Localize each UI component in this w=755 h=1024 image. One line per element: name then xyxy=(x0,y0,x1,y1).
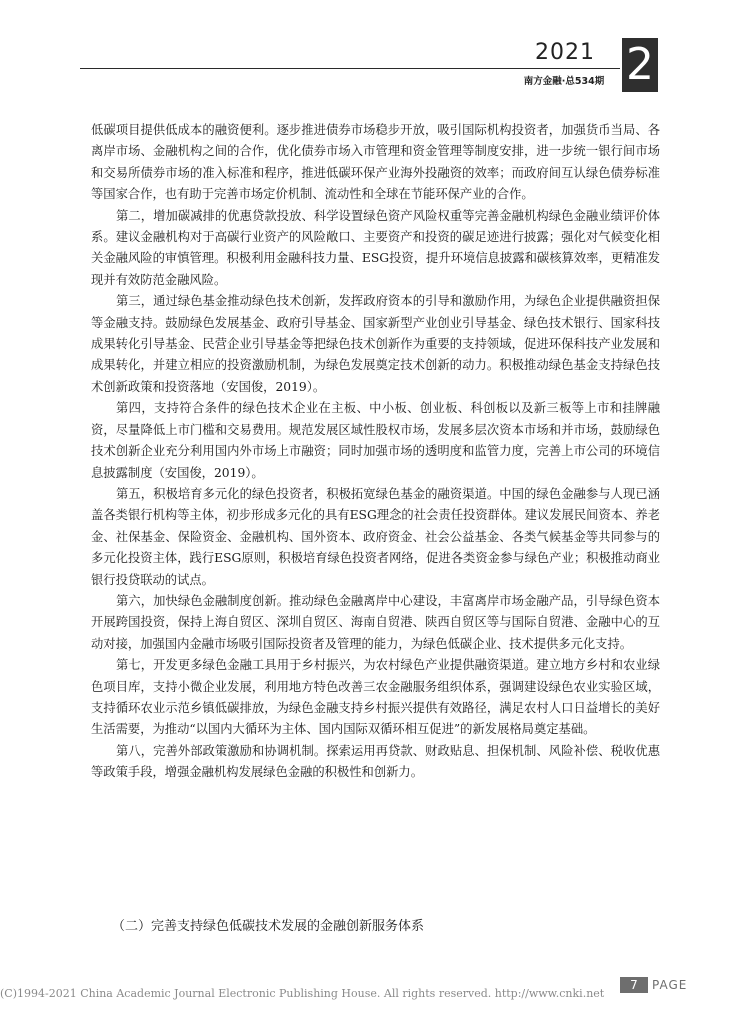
paragraph-1: 低碳项目提供低成本的融资便利。逐步推进债券市场稳步开放，吸引国际机构投资者，加强货币当局、各离岸市场、金融机构之间的合作，优化债券市场入市管理和资金管理等制度安排，进一步统一银行间市场和交易所债券市场的准入标准和程序，推进低碳环保产业海外投融资的效率；而政府间互认绿色债券标准等国家合作，也有助于完善市场定价机制、流动性和全球在节能环保产业的合作。 xyxy=(91,123,660,202)
paragraph-8: 第八，完善外部政策激励和协调机制。探索运用再贷款、财政贴息、担保机制、风险补偿、税收优惠等政策手段，增强金融机构发展绿色金融的积极性和创新力。 xyxy=(91,743,660,780)
page-number: 7 xyxy=(620,977,648,993)
paragraph-2: 第二，增加碳减排的优惠贷款投放、科学设置绿色资产风险权重等完善金融机构绿色金融业绩评价体系。建议金融机构对于高碳行业资产的风险敞口、主要资产和投资的碳足迹进行披露；强化对气候变化相关金融风险的审慎管理。积极利用金融科技力量、ESG投资，提升环境信息披露和碳核算效率，更精准发现并有效防范金融风险。 xyxy=(91,208,660,287)
copyright-notice: (C)1994-2021 China Academic Journal Electronic Publishing House. All rights reserved. http://www.cnki.net xyxy=(0,987,605,1000)
header-issue: 南方金融·总534期 xyxy=(523,76,605,87)
header-year: 2021 xyxy=(535,40,595,65)
paragraph-6: 第六，加快绿色金融制度创新。推动绿色金融离岸中心建设，丰富离岸市场金融产品，引导绿色资本开展跨国投资，保持上海自贸区、深圳自贸区、海南自贸港、陕西自贸区等与国际自贸港、金融中心的互动对接，加强国内金融市场吸引国际投资者及管理的能力，为绿色低碳企业、技术提供多元化支持。 xyxy=(91,593,660,651)
header-section-number: 2 xyxy=(622,38,658,92)
paragraph-4: 第四，支持符合条件的绿色技术企业在主板、中小板、创业板、科创板以及新三板等上市和挂牌融资，尽量降低上市门槛和交易费用。规范发展区域性股权市场，发展多层次资本市场和并市场，鼓励绿色技术创新企业充分利用国内外市场上市融资；同时加强市场的透明度和监管力度，完善上市公司的环境信息披露制度（安国俊，2019）。 xyxy=(91,401,660,480)
article-body xyxy=(91,120,660,784)
paragraph-3: 第三，通过绿色基金推动绿色技术创新，发挥政府资本的引导和激励作用，为绿色企业提供融资担保等金融支持。鼓励绿色发展基金、政府引导基金、国家新型产业创业引导基金、绿色技术银行、国家科技成果转化引导基金、民营企业引导基金等把绿色技术创新作为重要的支持领域，促进环保科技产业发展和成果转化，并建立相应的投资激励机制，为绿色发展奠定技术创新的动力。积极推动绿色基金支持绿色技术创新政策和投资落地（安国俊，2019）。 xyxy=(91,294,660,394)
page-label: PAGE xyxy=(652,978,688,992)
section-heading: （二）完善支持绿色低碳技术发展的金融创新服务体系 xyxy=(112,919,425,934)
paragraph-7: 第七，开发更多绿色金融工具用于乡村振兴，为农村绿色产业提供融资渠道。建立地方乡村和农业绿色项目库，支持小微企业发展，利用地方特色改善三农金融服务组织体系，强调建设绿色农业实验区域，支持循环农业示范乡镇低碳排放，为绿色金融支持乡村振兴提供有效路径，满足农村人口日益增长的美好生活需要，为推动“以国内大循环为主体、国内国际双循环相互促进”的新发展格局奠定基础。 xyxy=(91,658,660,737)
paragraph-5: 第五，积极培育多元化的绿色投资者，积极拓宽绿色基金的融资渠道。中国的绿色金融参与人现已涵盖各类银行机构等主体，初步形成多元化的具有ESG理念的社会责任投资群体。建议发展民间资本、养老金、社保基金、保险资金、金融机构、国外资本、政府资金、社会公益基金、各类气候基金等共同参与的多元化投资主体，践行ESG原则，积极培育绿色投资者网络，促进各类资金参与绿色产业；积极推动商业银行投贷联动的试点。 xyxy=(91,486,660,587)
header-rule xyxy=(80,68,620,69)
